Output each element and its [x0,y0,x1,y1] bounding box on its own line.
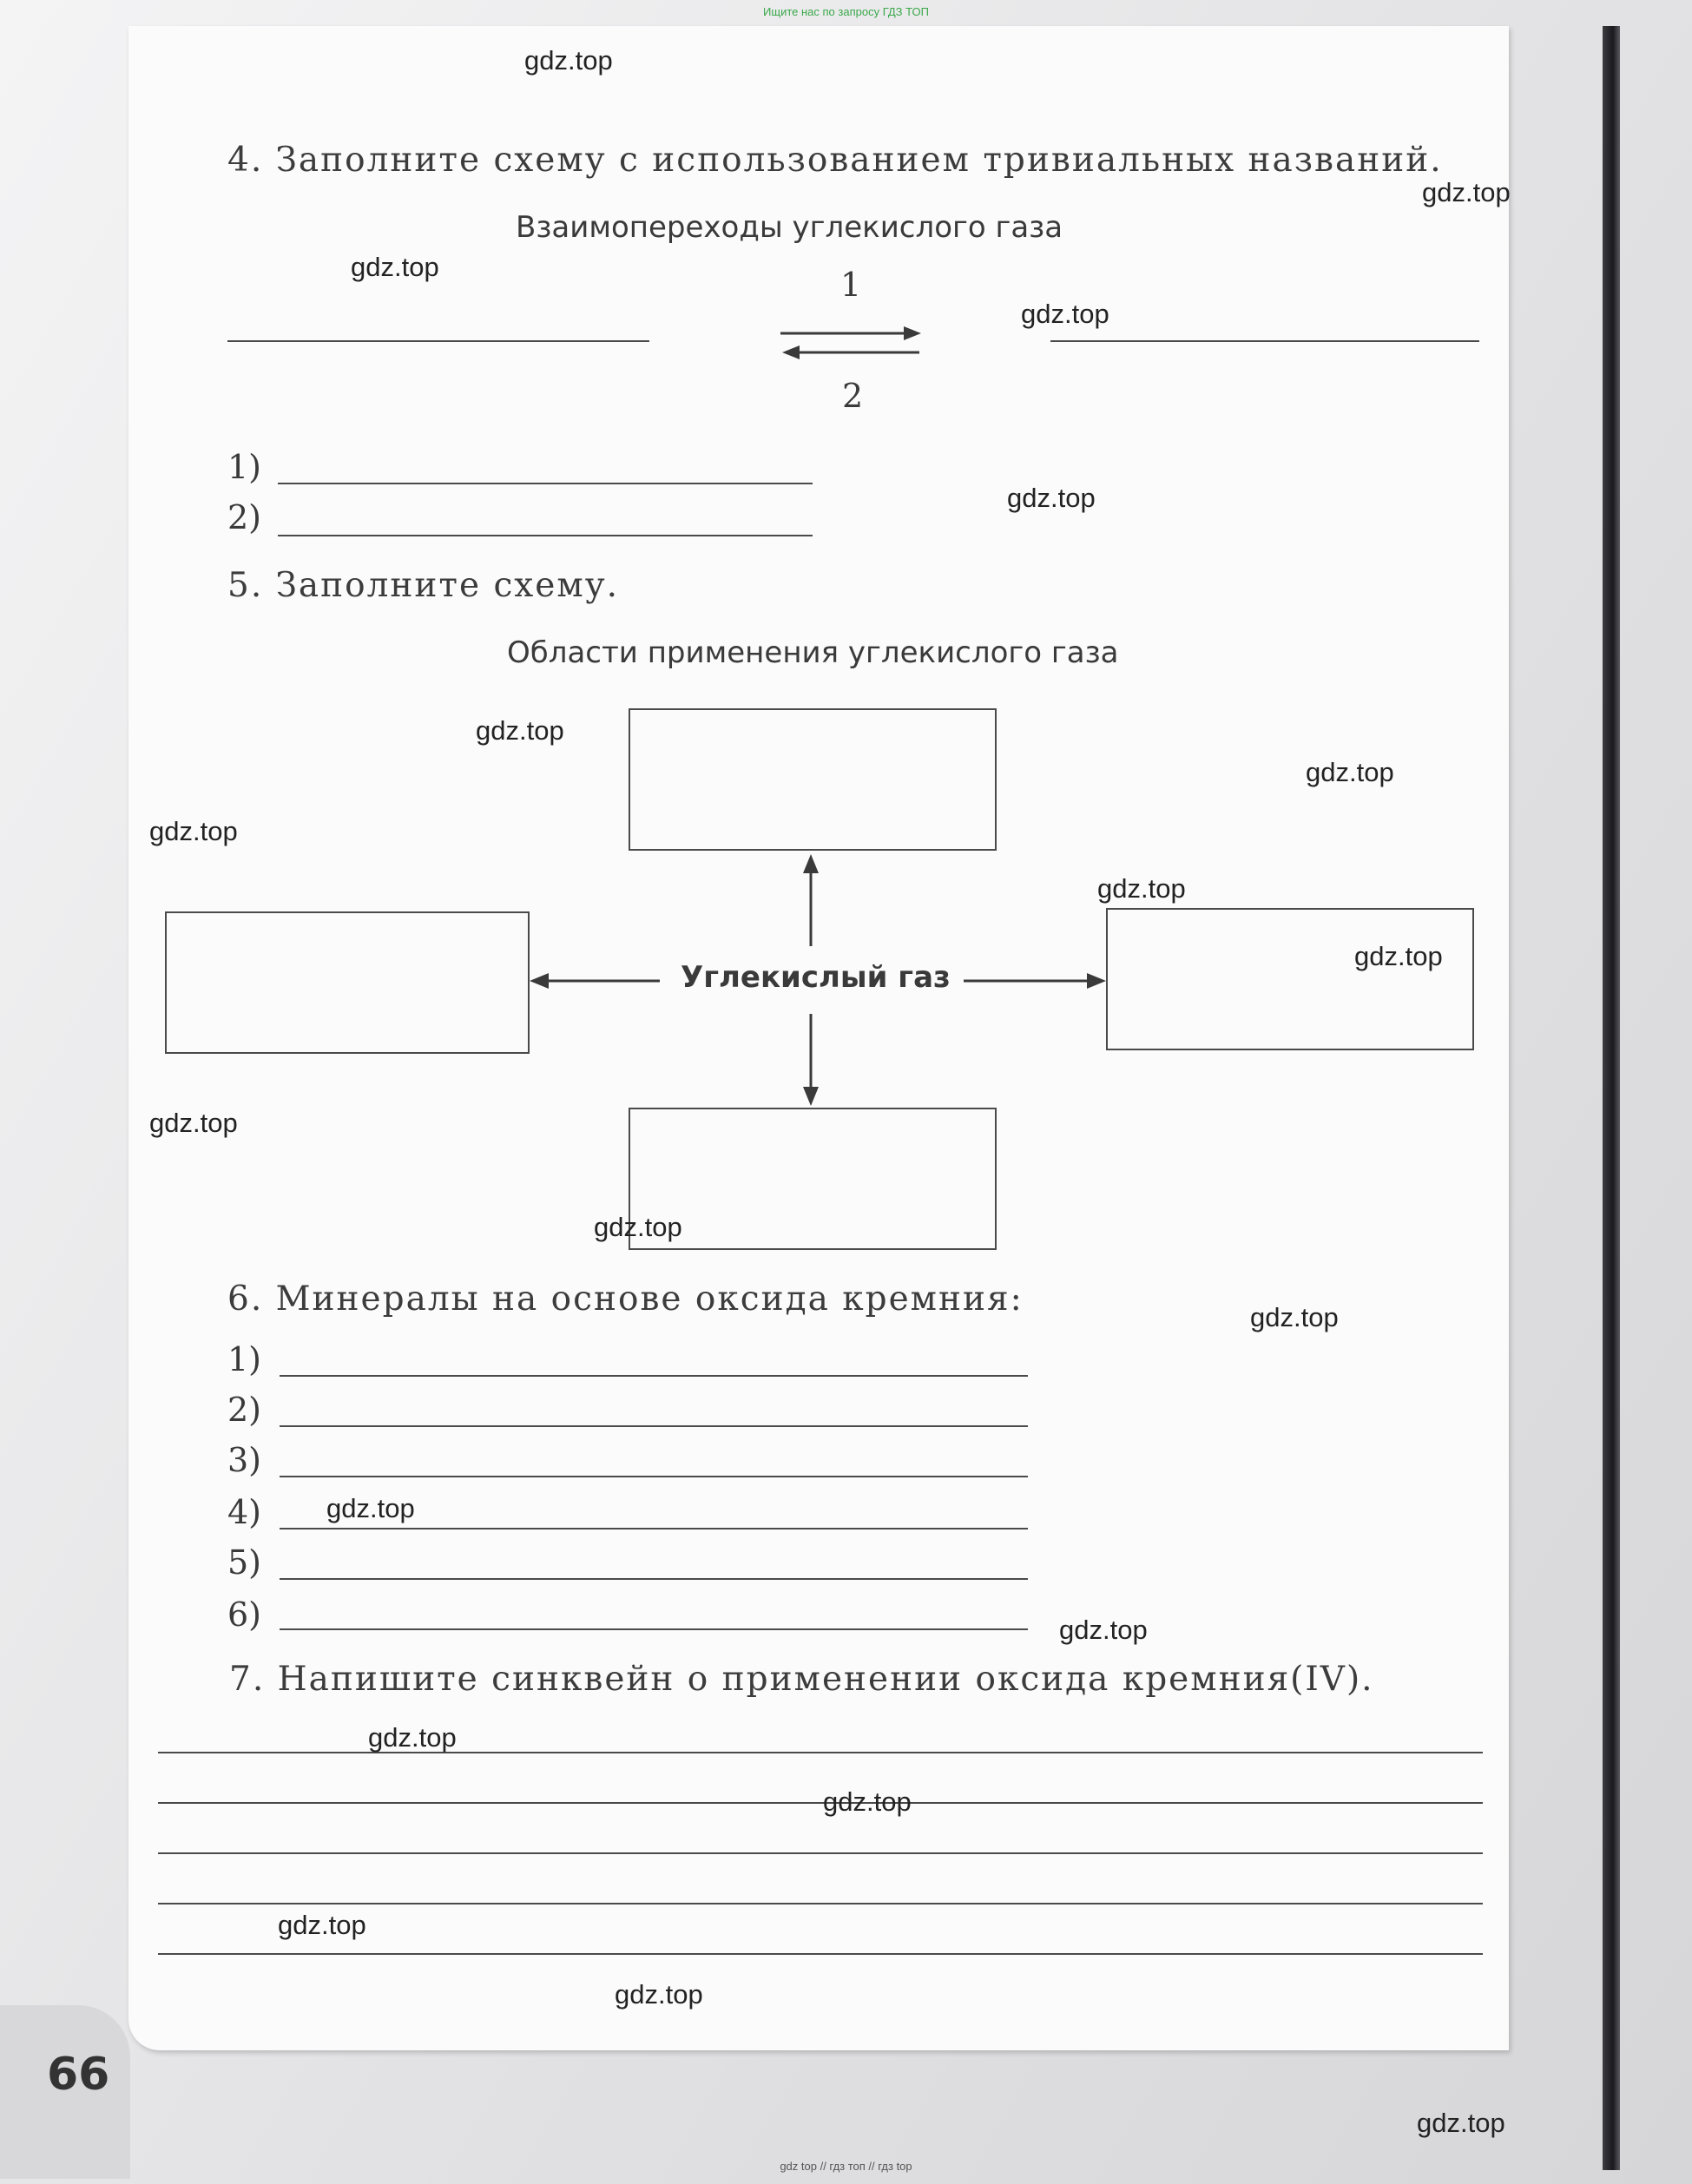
task6-answer-2-line[interactable] [280,1425,1028,1427]
task6-answer-1-line[interactable] [280,1375,1028,1377]
task5-caption: Области применения углекислого газа [507,635,1119,670]
task7-line-2[interactable] [158,1802,1483,1804]
watermark: gdz.top [594,1212,682,1242]
task6-answer-1-label: 1) [227,1340,262,1378]
arrow-forward-label: 1 [840,266,862,304]
task7-heading: 7. Напишите синквейн о применении оксида кремния(IV). [229,1660,1374,1699]
task6-answer-3-line[interactable] [280,1476,1028,1477]
watermark: gdz.top [351,252,439,282]
watermark: gdz.top [1354,941,1443,971]
equilibrium-arrows-icon [777,319,929,363]
scheme-box-right[interactable] [1106,908,1474,1050]
watermark: gdz.top [1422,177,1511,207]
top-banner: Ищите нас по запросу ГДЗ ТОП [763,5,929,18]
watermark: gdz.top [149,816,238,846]
task4-caption: Взаимопереходы углекислого газа [516,210,1063,245]
page-number: 66 [47,2049,110,2101]
task7-line-1[interactable] [158,1752,1483,1753]
watermark: gdz.top [149,1108,238,1138]
watermark: gdz.top [1097,873,1186,904]
task7-line-3[interactable] [158,1852,1483,1854]
task4-left-answer-line[interactable] [227,340,649,342]
arrow-back-label: 2 [842,377,864,415]
watermark: gdz.top [524,45,613,76]
task6-answer-3-label: 3) [227,1441,262,1479]
scheme-box-top[interactable] [629,708,997,851]
task6-answer-5-label: 5) [227,1543,262,1582]
scheme-box-left[interactable] [165,911,530,1054]
scheme-box-bottom[interactable] [629,1108,997,1250]
watermark: gdz.top [1021,299,1109,329]
task4-answer-2-label: 2) [227,498,262,536]
watermark: gdz.top [823,1786,912,1817]
task6-answer-5-line[interactable] [280,1578,1028,1580]
watermark: gdz.top [615,1979,703,2010]
watermark: gdz.top [1007,483,1096,513]
bottom-banner: gdz top // гдз топ // гдз top [780,2160,912,2173]
watermark: gdz.top [476,715,564,746]
task6-answer-6-line[interactable] [280,1628,1028,1630]
task6-answer-4-label: 4) [227,1493,262,1531]
task6-answer-4-line[interactable] [280,1528,1028,1529]
watermark: gdz.top [1059,1615,1148,1645]
watermark: gdz.top [1417,2108,1505,2138]
scheme-center-label: Углекислый газ [681,960,951,995]
watermark: gdz.top [1306,757,1394,787]
watermark: gdz.top [1250,1302,1339,1332]
task4-answer-1-line[interactable] [278,483,813,484]
book-spine [1603,26,1620,2170]
task7-line-4[interactable] [158,1903,1483,1904]
task5-heading: 5. Заполните схему. [227,566,620,605]
watermark: gdz.top [368,1722,457,1753]
task6-heading: 6. Минералы на основе оксида кремния: [227,1279,1024,1319]
task6-answer-6-label: 6) [227,1595,262,1634]
task4-heading: 4. Заполните схему с использованием тривиальных названий. [227,141,1443,180]
task4-right-answer-line[interactable] [1050,340,1479,342]
task6-answer-2-label: 2) [227,1391,262,1429]
watermark: gdz.top [278,1910,366,1940]
watermark: gdz.top [326,1493,415,1523]
task7-line-5[interactable] [158,1953,1483,1955]
task4-answer-1-label: 1) [227,448,262,486]
task4-answer-2-line[interactable] [278,535,813,536]
